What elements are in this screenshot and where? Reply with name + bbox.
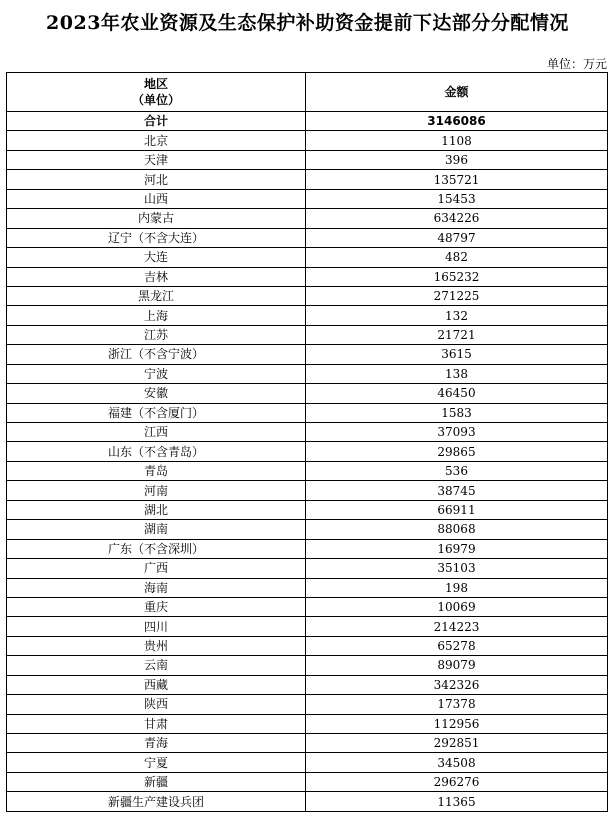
- table-row: [7, 306, 608, 325]
- region-cell: 浙江（不含宁波）: [7, 345, 306, 364]
- table-row: [7, 597, 608, 616]
- table-row: [7, 209, 608, 228]
- header-amount-cell: 金额: [306, 73, 608, 112]
- amount-cell: 292851: [306, 734, 608, 753]
- amount-cell: 482: [306, 248, 608, 267]
- table-row: [7, 617, 608, 636]
- table-row: [7, 150, 608, 169]
- table-row: [7, 772, 608, 791]
- region-cell: 青海: [7, 734, 306, 753]
- amount-cell: 11365: [306, 792, 608, 811]
- amount-cell: 112956: [306, 714, 608, 733]
- total-row: [7, 112, 608, 131]
- amount-cell: 48797: [306, 228, 608, 247]
- amount-cell: 37093: [306, 423, 608, 442]
- region-cell: 辽宁（不含大连）: [7, 228, 306, 247]
- page-title: 2023年农业资源及生态保护补助资金提前下达部分分配情况: [46, 12, 569, 34]
- amount-cell: 15453: [306, 189, 608, 208]
- table-row: [7, 753, 608, 772]
- region-cell: 西藏: [7, 675, 306, 694]
- region-cell: 上海: [7, 306, 306, 325]
- region-cell: 山东（不含青岛）: [7, 442, 306, 461]
- amount-cell: 138: [306, 364, 608, 383]
- total-label: 合计: [7, 112, 306, 131]
- header-region-cell: [7, 73, 306, 112]
- amount-cell: 135721: [306, 170, 608, 189]
- region-cell: 黑龙江: [7, 286, 306, 305]
- allocation-table: [6, 72, 608, 812]
- amount-cell: 3615: [306, 345, 608, 364]
- table-row: [7, 364, 608, 383]
- region-cell: 重庆: [7, 597, 306, 616]
- table-row: [7, 325, 608, 344]
- table-row: [7, 656, 608, 675]
- region-cell: 河南: [7, 481, 306, 500]
- region-cell: 湖北: [7, 500, 306, 519]
- table-row: [7, 403, 608, 422]
- amount-cell: 89079: [306, 656, 608, 675]
- region-cell: 云南: [7, 656, 306, 675]
- amount-cell: 1108: [306, 131, 608, 150]
- table-row: [7, 131, 608, 150]
- table-row: [7, 442, 608, 461]
- table-row: [7, 248, 608, 267]
- amount-cell: 536: [306, 461, 608, 480]
- amount-cell: 634226: [306, 209, 608, 228]
- table-row: [7, 675, 608, 694]
- amount-cell: 29865: [306, 442, 608, 461]
- amount-cell: 34508: [306, 753, 608, 772]
- amount-cell: 132: [306, 306, 608, 325]
- table-row: [7, 481, 608, 500]
- amount-cell: 396: [306, 150, 608, 169]
- table-row: [7, 267, 608, 286]
- table-row: [7, 286, 608, 305]
- unit-label: 单位：万元: [546, 57, 607, 71]
- amount-cell: 38745: [306, 481, 608, 500]
- region-cell: 广东（不含深圳）: [7, 539, 306, 558]
- region-cell: 广西: [7, 559, 306, 578]
- region-cell: 四川: [7, 617, 306, 636]
- table-header-row: [7, 73, 608, 112]
- region-cell: 新疆生产建设兵团: [7, 792, 306, 811]
- amount-cell: 66911: [306, 500, 608, 519]
- amount-cell: 165232: [306, 267, 608, 286]
- table-row: [7, 500, 608, 519]
- amount-cell: 21721: [306, 325, 608, 344]
- table-row: [7, 228, 608, 247]
- amount-cell: 16979: [306, 539, 608, 558]
- amount-cell: 35103: [306, 559, 608, 578]
- region-cell: 北京: [7, 131, 306, 150]
- region-cell: 天津: [7, 150, 306, 169]
- region-cell: 江西: [7, 423, 306, 442]
- region-cell: 吉林: [7, 267, 306, 286]
- table-row: [7, 695, 608, 714]
- amount-cell: 271225: [306, 286, 608, 305]
- region-cell: 海南: [7, 578, 306, 597]
- region-cell: 新疆: [7, 772, 306, 791]
- header-region-sublabel: （单位）: [131, 93, 180, 107]
- amount-cell: 198: [306, 578, 608, 597]
- amount-cell: 296276: [306, 772, 608, 791]
- region-cell: 陕西: [7, 695, 306, 714]
- amount-cell: 214223: [306, 617, 608, 636]
- table-row: [7, 520, 608, 539]
- amount-cell: 65278: [306, 636, 608, 655]
- region-cell: 大连: [7, 248, 306, 267]
- region-cell: 安徽: [7, 384, 306, 403]
- region-cell: 山西: [7, 189, 306, 208]
- amount-cell: 10069: [306, 597, 608, 616]
- table-row: [7, 384, 608, 403]
- region-cell: 湖南: [7, 520, 306, 539]
- amount-cell: 17378: [306, 695, 608, 714]
- table-row: [7, 792, 608, 811]
- amount-cell: 1583: [306, 403, 608, 422]
- table-row: [7, 189, 608, 208]
- table-row: [7, 559, 608, 578]
- total-value: 3146086: [306, 112, 608, 131]
- region-cell: 青岛: [7, 461, 306, 480]
- table-row: [7, 345, 608, 364]
- header-region-label: 地区: [143, 77, 168, 91]
- region-cell: 甘肃: [7, 714, 306, 733]
- table-row: [7, 423, 608, 442]
- table-row: [7, 578, 608, 597]
- region-cell: 宁波: [7, 364, 306, 383]
- region-cell: 贵州: [7, 636, 306, 655]
- region-cell: 福建（不含厦门）: [7, 403, 306, 422]
- amount-cell: 342326: [306, 675, 608, 694]
- table-row: [7, 636, 608, 655]
- amount-cell: 88068: [306, 520, 608, 539]
- region-cell: 江苏: [7, 325, 306, 344]
- table-row: [7, 714, 608, 733]
- table-row: [7, 461, 608, 480]
- region-cell: 河北: [7, 170, 306, 189]
- region-cell: 宁夏: [7, 753, 306, 772]
- amount-cell: 46450: [306, 384, 608, 403]
- table-row: [7, 734, 608, 753]
- region-cell: 内蒙古: [7, 209, 306, 228]
- table-row: [7, 539, 608, 558]
- table-row: [7, 170, 608, 189]
